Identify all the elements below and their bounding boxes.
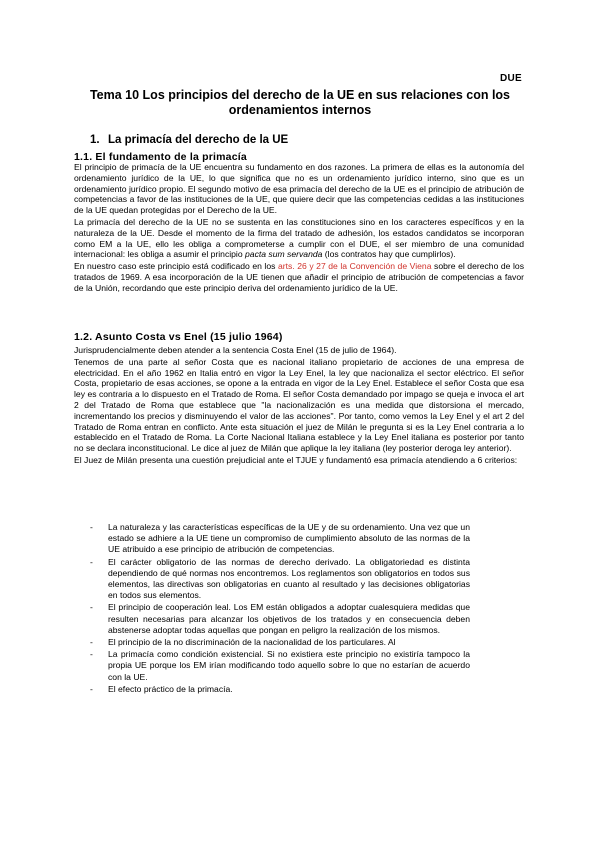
- list-item: - La naturaleza y las características específicas de la UE y de su ordenamiento. Una vez que un estado se adhiere a la UE tiene un compromiso de cumplimiento absoluto de las normas de la UE atribuido a ese principio de atribución de competencias.: [90, 522, 470, 556]
- paragraph: Jurisprudencialmente deben atender a la sentencia Costa Enel (15 de julio de 1964).: [74, 345, 397, 355]
- section-1-1-body: [74, 162, 524, 295]
- list-item: - La primacía como condición existencial. Si no existiera este principio no existiría tampoco la propia UE porque los EM irían modificando todo aquello sobre lo que no estarían de acuerdo con la UE.: [90, 649, 470, 683]
- list-item: - El principio de la no discriminación de la nacionalidad de los particulares. Al: [90, 637, 470, 648]
- paragraph: [74, 261, 524, 293]
- paragraph-text: La primacía del derecho de la UE no se sustenta en las constituciones sino en los caracteres específicos y en la naturaleza de la UE. Desde el momento de la firma del tratado de adhesión, los estados candidatos se incorporan como EM a la UE, ello les obliga a comprometerse a cumplir con el DUE, el ser miembro de una comunidad internacional: les obliga a asumir el principio: [74, 216, 524, 260]
- criteria-list: [90, 522, 470, 696]
- course-tag: DUE: [499, 73, 522, 84]
- paragraph: Tenemos de una parte al señor Costa que es nacional italiano propietario de acciones de una empresa de electricidad. En el año 1962 en Italia entró en vigor la Ley Enel, la ley que nacionaliza el sector eléctrico. El señor Costa, propietario de esas acciones, se opone a la entrada en vigor de la Ley Enel. Establece el señor Costa que esa ley es contraria a lo dispuesto en el Tratado de Roma. El señor Costa demandado por impago se queja e invoca el art 2 del Tratado de Roma que establece que "la nacionalización es una medida que distorsiona el mercado, incrementando los precios y disminuyendo el valor de las acciones". Por tanto, como vemos la Ley Enel y el art 2 del Tratado de Roma entran en conflicto. Ante esta situación el juez de Milán le pregunta si es la Ley Enel contraria a lo establecido en el Tratado de Roma. La Corte Nacional Italiana establece y la Ley Enel italiana es posterior por tanto no se declara inconstitucional. Le dice al juez de Milán que aplique la ley italiana (ley posterior deroga ley anterior).: [74, 356, 524, 454]
- latin-phrase: pacta sum servanda: [245, 249, 323, 260]
- paragraph: El Juez de Milán presenta una cuestión prejudicial ante el TJUE y fundamentó esa primacía atendiendo a 6 criterios:: [74, 454, 518, 465]
- section-heading-1: [90, 134, 288, 146]
- subheading-1-1: 1.1. El fundamento de la primacía: [74, 151, 247, 163]
- section-title: La primacía del derecho de la UE: [108, 134, 289, 146]
- page-title: Tema 10 Los principios del derecho de la UE en sus relaciones con los ordenamientos internos: [89, 88, 511, 117]
- section-1-2-body: [74, 345, 524, 467]
- paragraph-text: (los contratos hay que cumplirlos).: [322, 249, 456, 260]
- paragraph: El principio de primacía de la UE encuentra su fundamento en dos razones. La primera de ellas es la autonomía del ordenamiento jurídico de la UE, lo que significa que no es un ordenamiento jurídico interno, sino que es un ordenamiento jurídico propio. El segundo motivo de esa primacía del derecho de la UE es el principio de atribución de competencias a favor de las instituciones de la UE, que quiere decir que las competencias cedidas a las instituciones de la UE quedan protegidas por el Derecho de la UE.: [74, 162, 524, 216]
- subheading-1-2: 1.2. Asunto Costa vs Enel (15 julio 1964): [74, 331, 283, 343]
- highlighted-reference: arts. 26 y 27 de la Convención de Viena: [277, 261, 432, 272]
- paragraph: [74, 217, 524, 260]
- paragraph-text: sobre el derecho de los tratados de 1969. A esa incorporación de la UE tienen que añadir el principio de atribución de competencias a favor de la Unión, recordando que este principio deriva del ordenamiento jurídico de la UE.: [74, 261, 524, 293]
- paragraph-text: En nuestro caso este principio está codificado en los: [74, 261, 278, 272]
- list-item: - El principio de cooperación leal. Los EM están obligados a adoptar cualesquiera medidas que resulten necesarias para alcanzar los objetivos de los tratados y en consecuencia deben abstenerse adoptar todas aquellas que pongan en peligro la realización de los mismos.: [90, 602, 470, 636]
- section-number: 1.: [90, 134, 100, 146]
- list-item: - El efecto práctico de la primacía.: [90, 684, 470, 695]
- list-item: - El carácter obligatorio de las normas de derecho derivado. La obligatoriedad es distinta dependiendo de qué normas nos encontremos. Los reglamentos son obligatorios en todos sus elementos, las directivas son obligatorias en cuanto al resultado y las decisiones obligatorias en todos sus elementos.: [90, 557, 470, 602]
